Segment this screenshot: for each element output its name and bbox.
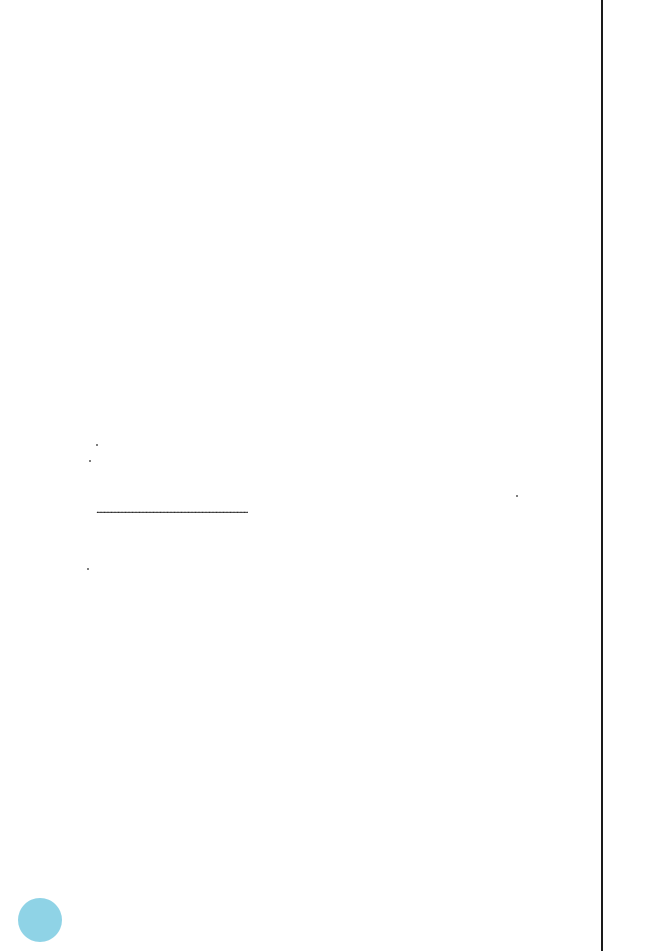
scan-speck: [87, 568, 89, 570]
toc-chapter-section: [94, 497, 572, 518]
page-edge-line: [601, 0, 603, 951]
watermark-sun-logo: [0, 848, 120, 951]
chapter-title-entry: [94, 497, 572, 518]
scan-speck: [89, 460, 91, 462]
dot-leader: [96, 497, 570, 520]
scan-speck: [516, 495, 518, 497]
scan-speck: [96, 444, 98, 446]
